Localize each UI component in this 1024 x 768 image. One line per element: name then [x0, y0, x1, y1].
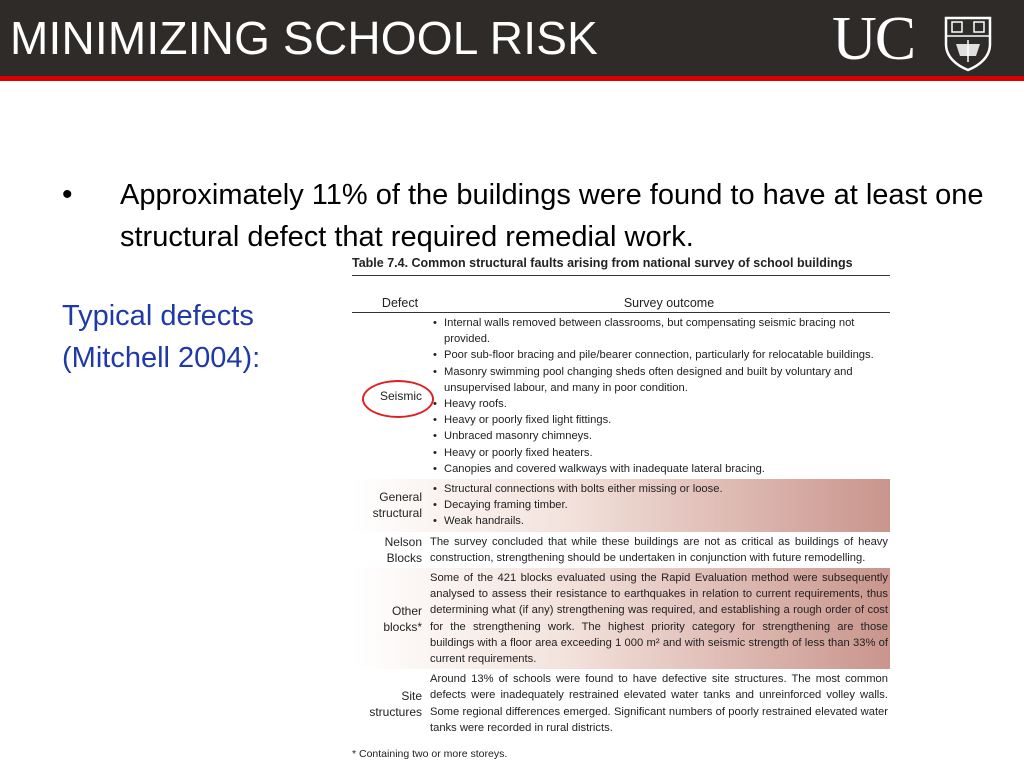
list-item: • Weak handrails. — [444, 513, 888, 529]
table-header — [352, 288, 890, 313]
table-caption: Table 7.4. Common structural faults arising from national survey of school buildings — [352, 254, 890, 276]
title-bar — [0, 0, 1024, 76]
defect-label: General structural — [372, 490, 422, 521]
outcome-cell: Around 13% of schools were found to have defective site structures. The most common defects were inadequately restrained elevated water tanks and unreinforced volley walls. Some regional differences emerged. Significant numbers of poorly restrained elevated water tanks were recorded in rural districts. — [430, 673, 888, 734]
list-item: • Structural connections with bolts either missing or loose. — [444, 481, 888, 497]
outcome-cell: Some of the 421 blocks evaluated using the Rapid Evaluation method were subsequently analysed to assess their resistance to earthquakes in relation to current requirements, thus determining what (if any) strengthening was required, and establishing a rough order of cost for the strengthening work. The highest priority category for strengthening are those buildings with a floor area exceeding 1 000 m² and with seismic strength of less than 33% of current requirements. — [430, 572, 888, 666]
list-item: • Poor sub-floor bracing and pile/bearer connection, particularly for relocatable buildings. — [444, 347, 888, 363]
page-title: MINIMIZING SCHOOL RISK — [10, 12, 598, 64]
list-item: • Canopies and covered walkways with inadequate lateral bracing. — [444, 461, 888, 477]
table-row-other-blocks — [352, 568, 890, 669]
bullet-text: Approximately 11% of the buildings were found to have at least one structural defect that required remedial work. — [120, 179, 984, 253]
defects-table — [352, 254, 890, 760]
outcome-cell — [426, 479, 890, 532]
table-row-site-structures — [352, 669, 890, 738]
outcome-cell — [426, 313, 890, 479]
list-item: • Decaying framing timber. — [444, 497, 888, 513]
list-item: • Masonry swimming pool changing sheds often designed and built by voluntary and unsupervised labour, and many in poor condition. — [444, 364, 888, 396]
table-row-general-structural — [352, 479, 890, 532]
accent-line — [0, 76, 1024, 81]
shield-crest-icon — [942, 14, 994, 72]
table-footnote: * Containing two or more storeys. — [352, 748, 508, 761]
bullet-marker: • — [62, 178, 73, 211]
highlight-circle — [362, 380, 434, 418]
defect-label: Seismic — [379, 389, 422, 404]
defect-label: Other blocks* — [383, 603, 422, 634]
subheading: Typical defects (Mitchell 2004): — [62, 300, 261, 374]
list-item: • Heavy or poorly fixed light fittings. — [444, 412, 888, 428]
logo-text: UC — [832, 5, 915, 73]
defect-label: Nelson Blocks — [384, 534, 422, 565]
column-header-defect: Defect — [381, 296, 419, 310]
list-item: • Heavy or poorly fixed heaters. — [444, 445, 888, 461]
table-row-nelson-blocks — [352, 532, 890, 568]
list-item: • Unbraced masonry chimneys. — [444, 428, 888, 444]
defect-label: Site structures — [369, 688, 422, 719]
list-item: • Heavy roofs. — [444, 396, 888, 412]
column-header-outcome: Survey outcome — [623, 296, 715, 310]
uc-logo — [832, 5, 992, 73]
outcome-cell: The survey concluded that while these buildings are not as critical as buildings of heavy construction, strengthening should be undertaken in conjunction with future remodelling. — [430, 535, 888, 564]
list-item: • Internal walls removed between classrooms, but compensating seismic bracing not provided. — [444, 315, 888, 347]
